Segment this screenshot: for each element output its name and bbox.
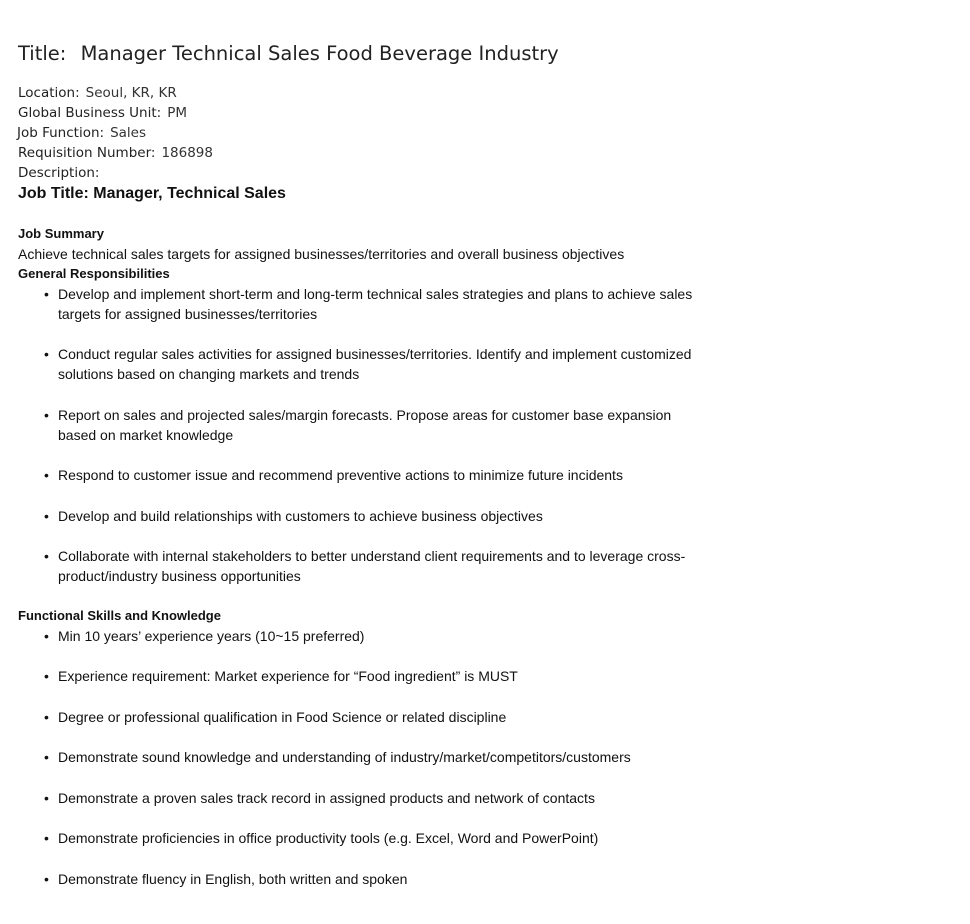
job-function-value: Sales xyxy=(110,125,147,141)
business-unit-value: PM xyxy=(167,105,188,121)
list-item: • Respond to customer issue and recommend preventive actions to minimize future incidents xyxy=(18,465,708,485)
description-label: Description: xyxy=(18,165,100,181)
job-summary-text: Achieve technical sales targets for assigned businesses/territories and overall business objectives xyxy=(18,246,625,262)
job-title-heading: Job Title: Manager, Technical Sales xyxy=(18,185,286,202)
requisition-row xyxy=(18,143,213,163)
skills-heading: Functional Skills and Knowledge xyxy=(18,608,221,623)
list-item: • Degree or professional qualification in Food Science or related discipline xyxy=(18,707,708,727)
requisition-value: 186898 xyxy=(161,145,213,161)
job-function-row xyxy=(17,123,146,143)
list-item: • Min 10 years’ experience years (10~15 preferred) xyxy=(18,626,708,646)
list-item: • Develop and build relationships with customers to achieve business objectives xyxy=(18,506,708,526)
list-item: • Demonstrate a proven sales track record in assigned products and network of contacts xyxy=(18,788,708,808)
job-summary-heading: Job Summary xyxy=(18,226,104,241)
description-row xyxy=(18,163,99,183)
requisition-label: Requisition Number: xyxy=(18,145,156,161)
business-unit-row xyxy=(18,103,187,123)
list-item: • Experience requirement: Market experience for “Food ingredient” is MUST xyxy=(18,666,708,686)
responsibilities-heading: General Responsibilities xyxy=(18,266,170,281)
location-value: Seoul, KR, KR xyxy=(85,85,177,101)
job-function-label: Job Function: xyxy=(17,125,105,141)
title-value: Manager Technical Sales Food Beverage Industry xyxy=(80,42,559,65)
location-row xyxy=(18,83,177,103)
list-item: • Demonstrate fluency in English, both written and spoken xyxy=(18,869,708,889)
title-label: Title: xyxy=(18,42,67,65)
list-item: • Report on sales and projected sales/margin forecasts. Propose areas for customer base expansion based on market knowledge xyxy=(18,405,708,445)
responsibilities-list xyxy=(18,284,708,586)
business-unit-label: Global Business Unit: xyxy=(18,105,162,121)
list-item: • Conduct regular sales activities for assigned businesses/territories. Identify and implement customized solutions based on changing markets and trends xyxy=(18,344,708,384)
description-content xyxy=(18,183,708,889)
list-item: • Develop and implement short-term and long-term technical sales strategies and plans to achieve sales targets for assigned businesses/territories xyxy=(18,284,708,324)
list-item: • Demonstrate sound knowledge and understanding of industry/market/competitors/customers xyxy=(18,747,708,767)
list-item: • Demonstrate proficiencies in office productivity tools (e.g. Excel, Word and PowerPoint) xyxy=(18,828,708,848)
skills-list xyxy=(18,626,708,889)
page-title xyxy=(18,40,559,68)
list-item: • Collaborate with internal stakeholders to better understand client requirements and to leverage cross-product/industry business opportunities xyxy=(18,546,708,586)
location-label: Location: xyxy=(18,85,80,101)
